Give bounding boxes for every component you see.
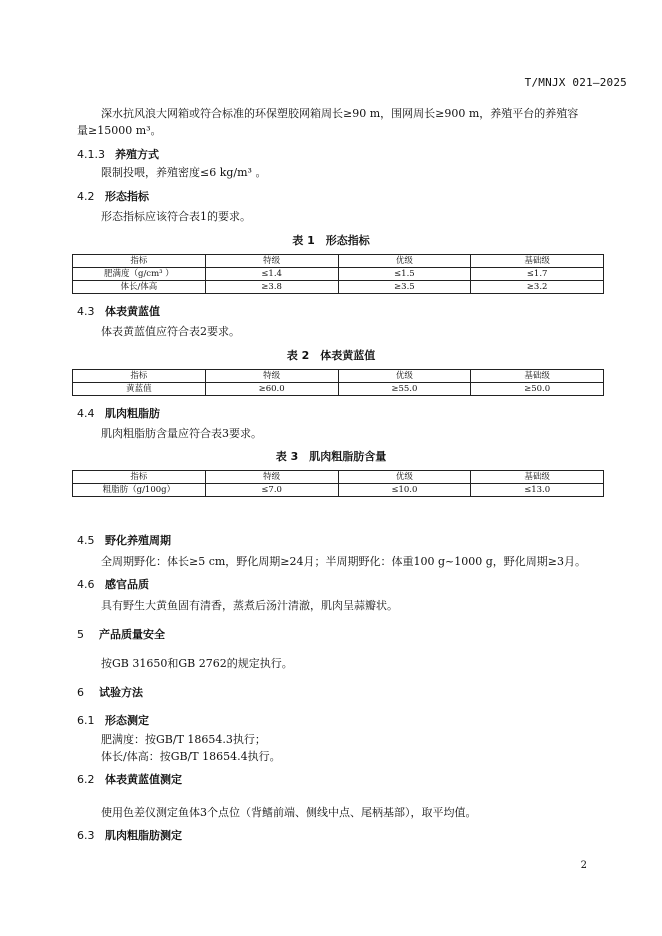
table-cell: ≤10.0 — [338, 484, 471, 497]
section-title: 肌肉粗脂肪测定 — [105, 829, 182, 842]
section-4-1-3-text: 限制投喂，养殖密度≤6 kg/m³ 。 — [101, 166, 267, 179]
section-6-1-heading — [77, 712, 149, 728]
table-header-cell: 优级 — [338, 255, 471, 268]
table-header-row — [73, 370, 604, 383]
table-row — [73, 268, 604, 281]
table-cell: 黄蓝值 — [73, 383, 206, 396]
section-title: 形态指标 — [105, 190, 149, 203]
section-number: 6.2 — [77, 773, 95, 786]
table-1 — [72, 254, 604, 294]
section-4-6-heading — [77, 576, 149, 592]
section-6-2-heading — [77, 771, 182, 787]
table-header-cell: 优级 — [338, 370, 471, 383]
section-number: 4.6 — [77, 578, 95, 591]
table-cell: ≥3.8 — [205, 281, 338, 294]
section-number: 6.1 — [77, 714, 95, 727]
table-header-row — [73, 471, 604, 484]
section-title: 感官品质 — [105, 578, 149, 591]
section-6-3-heading — [77, 827, 182, 843]
section-number: 4.5 — [77, 534, 95, 547]
table-header-cell: 指标 — [73, 255, 206, 268]
section-6-1-line-2: 体长/体高：按GB/T 18654.4执行。 — [101, 750, 281, 763]
table-cell: 肥满度（g/cm³ ） — [73, 268, 206, 281]
table-cell: ≥3.2 — [471, 281, 604, 294]
table-header-cell: 指标 — [73, 370, 206, 383]
table-cell: ≥50.0 — [471, 383, 604, 396]
section-4-3-heading — [77, 303, 160, 319]
table-2 — [72, 369, 604, 396]
section-4-3-text: 体表黄蓝值应符合表2要求。 — [101, 325, 240, 338]
table-cell: ≤13.0 — [471, 484, 604, 497]
table-header-cell: 特级 — [205, 370, 338, 383]
table-header-cell: 特级 — [205, 255, 338, 268]
section-4-4-heading — [77, 405, 160, 421]
table-cell: ≤1.7 — [471, 268, 604, 281]
section-5-text: 按GB 31650和GB 2762的规定执行。 — [101, 657, 293, 670]
section-title: 体表黄蓝值测定 — [105, 773, 182, 786]
table-row — [73, 484, 604, 497]
table-header-cell: 基础级 — [471, 255, 604, 268]
section-title: 养殖方式 — [115, 148, 159, 161]
table-cell: ≥55.0 — [338, 383, 471, 396]
table-cell: ≤7.0 — [205, 484, 338, 497]
section-4-5-text: 全周期野化：体长≥5 cm，野化周期≥24月；半周期野化：体重100 g~1000 g，野化周期≥3月。 — [101, 555, 587, 568]
table-header-cell: 基础级 — [471, 370, 604, 383]
table-3-caption: 表 3 肌肉粗脂肪含量 — [275, 450, 387, 463]
table-3 — [72, 470, 604, 497]
section-4-5-heading — [77, 532, 171, 548]
section-title: 野化养殖周期 — [105, 534, 171, 547]
table-1-caption: 表 1 形态指标 — [292, 234, 370, 247]
table-header-row — [73, 255, 604, 268]
section-6-2-text: 使用色差仪测定鱼体3个点位（背鳍前端、侧线中点、尾柄基部），取平均值。 — [101, 806, 477, 819]
table-cell: ≥60.0 — [205, 383, 338, 396]
intro-line-2: 量≥15000 m³。 — [77, 124, 162, 137]
table-cell: 体长/体高 — [73, 281, 206, 294]
section-4-2-heading — [77, 188, 149, 204]
section-title: 形态测定 — [105, 714, 149, 727]
section-number: 4.4 — [77, 407, 95, 420]
table-header-cell: 指标 — [73, 471, 206, 484]
section-6-1-line-1: 肥满度：按GB/T 18654.3执行； — [101, 733, 266, 746]
table-row — [73, 281, 604, 294]
section-number: 6 — [77, 686, 84, 699]
table-header-cell: 优级 — [338, 471, 471, 484]
section-4-2-text: 形态指标应该符合表1的要求。 — [101, 210, 251, 223]
table-cell: 粗脂肪（g/100g） — [73, 484, 206, 497]
table-header-cell: 特级 — [205, 471, 338, 484]
section-6-heading — [77, 684, 143, 700]
section-5-heading — [77, 626, 165, 642]
section-4-4-text: 肌肉粗脂肪含量应符合表3要求。 — [101, 427, 262, 440]
section-number: 4.3 — [77, 305, 95, 318]
section-title: 体表黄蓝值 — [105, 305, 160, 318]
section-4-6-text: 具有野生大黄鱼固有清香，蒸煮后汤汁清澈，肌肉呈蒜瓣状。 — [101, 599, 398, 612]
section-number: 4.2 — [77, 190, 95, 203]
intro-paragraph — [77, 105, 605, 139]
section-title: 产品质量安全 — [99, 628, 165, 641]
page-number: 2 — [580, 860, 587, 871]
table-2-caption: 表 2 体表黄蓝值 — [286, 349, 376, 362]
section-number: 4.1.3 — [77, 148, 105, 161]
table-cell: ≤1.5 — [338, 268, 471, 281]
table-row — [73, 383, 604, 396]
table-cell: ≤1.4 — [205, 268, 338, 281]
section-number: 5 — [77, 628, 84, 641]
section-title: 试验方法 — [99, 686, 143, 699]
section-6-1-text — [101, 731, 605, 765]
standard-number: T/MNJX 021—2025 — [524, 76, 627, 89]
table-cell: ≥3.5 — [338, 281, 471, 294]
section-number: 6.3 — [77, 829, 95, 842]
table-header-cell: 基础级 — [471, 471, 604, 484]
section-title: 肌肉粗脂肪 — [105, 407, 160, 420]
intro-line-1: 深水抗风浪大网箱或符合标准的环保塑胶网箱周长≥90 m，围网周长≥900 m，养殖平台的养殖容 — [101, 107, 579, 120]
section-4-1-3-heading — [77, 146, 159, 162]
